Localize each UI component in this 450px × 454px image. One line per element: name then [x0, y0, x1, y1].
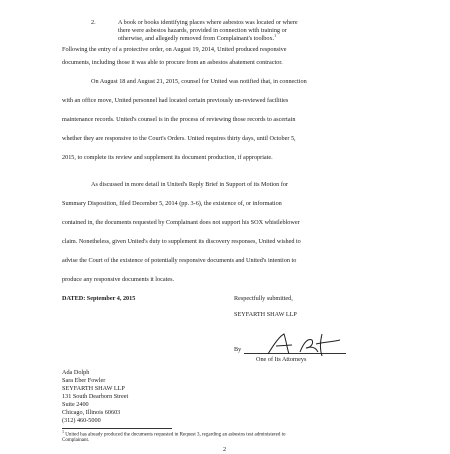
by-label: By [234, 346, 242, 353]
counsel-line: SEYFARTH SHAW LLP [62, 385, 125, 392]
firm-name: SEYFARTH SHAW LLP [234, 311, 297, 318]
paragraph-line: On August 18 and August 21, 2015, counsel for United was notified that, in connection [91, 78, 307, 85]
footnote-marker: 1 [62, 429, 64, 434]
list-item-line: A book or books identifying places where asbestos was located or where [118, 19, 298, 26]
counsel-line: Sara Eber Fowler [62, 377, 106, 384]
footnote-separator [62, 428, 172, 429]
list-item-line: otherwise, and allegedly removed from Complainant's toolbox.$^1$ [118, 32, 277, 42]
date-line: DATED: September 4, 2015 [62, 295, 136, 302]
paragraph-line: advise the Court of the existence of potentially responsive documents and United's intention to [62, 257, 297, 264]
attorneys-caption: One of Its Attorneys [256, 356, 307, 363]
footnote-line: $^1$ United has already produced the documents requested in Request 3, regarding an asbestos test administered to [62, 429, 286, 438]
paragraph-line: maintenance records. United's counsel is in the process of reviewing those records to ascertain [62, 116, 296, 123]
paragraph-line: Following the entry of a protective order, on August 19, 2014, United produced responsive [62, 46, 287, 53]
counsel-line: Ada Dolph [62, 369, 90, 376]
paragraph-line: contained in, the documents requested by Complainant does not support his SOX whistleblower [62, 219, 300, 226]
paragraph-line: whether they are responsive to the Court's Orders. United requires thirty days, until October 5, [62, 135, 296, 142]
paragraph-line: As discussed in more detail in United's Reply Brief in Support of its Motion for [91, 181, 289, 188]
closing: Respectfully submitted, [234, 295, 293, 302]
counsel-line: 131 South Dearborn Street [62, 393, 129, 400]
paragraph-line: produce any responsive documents it locates. [62, 276, 175, 283]
paragraph-line: Summary Disposition, filed December 5, 2014 (pp. 3-6), the existence of, or information [62, 200, 282, 207]
list-item-number: 2. [91, 19, 96, 26]
list-item-line: there were asbestos hazards, provided in connection with training or [118, 27, 287, 34]
paragraph-line: 2015, to complete its review and supplement its document production, if appropriate. [62, 154, 273, 161]
paragraph-line: with an office move, United personnel had located certain previously un-reviewed facilities [62, 97, 289, 104]
footnote-line: Complainant. [62, 438, 90, 443]
counsel-line: (312) 460-5000 [62, 417, 101, 424]
footnote-reference[interactable]: 1 [274, 32, 277, 38]
page-number: 2 [223, 446, 227, 453]
counsel-line: Suite 2400 [62, 401, 89, 408]
counsel-line: Chicago, Illinois 60603 [62, 409, 121, 416]
paragraph-line: claim. Nonetheless, given United's duty to supplement its discovery responses, United wished to [62, 238, 301, 245]
paragraph-line: documents, including those it was able to procure from an asbestos abatement contractor. [62, 59, 283, 66]
